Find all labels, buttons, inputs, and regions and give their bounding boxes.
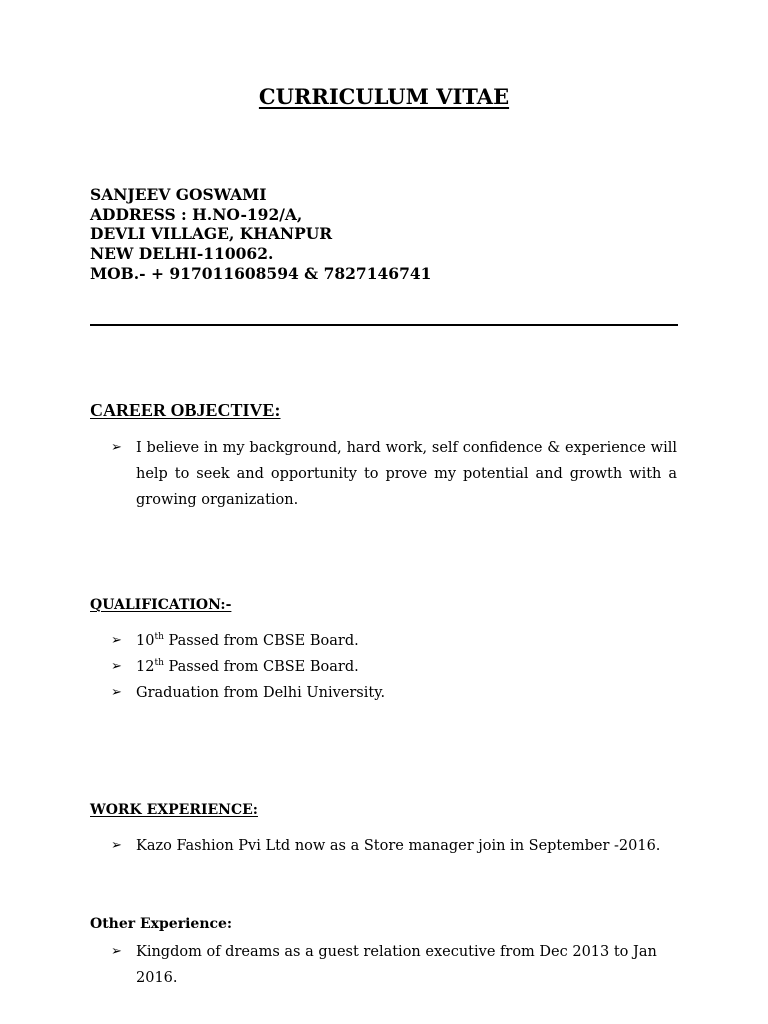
ordinal-suffix: th xyxy=(154,632,164,642)
list-item xyxy=(0,680,768,706)
arrowhead-bullet-icon: ➢ xyxy=(111,685,122,700)
career-objective-text: I believe in my background, hard work, self confidence & experience will help to seek and opportunity to prove my potential and growth with a growing organization. xyxy=(136,440,677,508)
work-experience-heading: WORK EXPERIENCE: xyxy=(90,802,258,818)
list-item xyxy=(0,939,768,991)
list-item xyxy=(0,628,768,654)
other-experience-text: Kingdom of dreams as a guest relation executive from Dec 2013 to Jan 2016. xyxy=(136,944,657,986)
qualification-text: Passed from CBSE Board. xyxy=(163,633,359,649)
qualification-list xyxy=(0,628,768,706)
mobile-numbers: MOB.- + 917011608594 & 7827146741 xyxy=(90,263,432,283)
contact-block xyxy=(90,185,431,284)
qualification-number: 10 xyxy=(136,633,155,649)
career-objective-list xyxy=(0,435,768,513)
arrowhead-bullet-icon: ➢ xyxy=(111,838,122,853)
work-experience-text: Kazo Fashion Pvi Ltd now as a Store manager join in September -2016. xyxy=(136,838,661,854)
other-experience-list xyxy=(0,939,768,991)
arrowhead-bullet-icon: ➢ xyxy=(111,944,122,959)
qualification-number: 12 xyxy=(136,659,155,675)
list-item xyxy=(0,435,768,513)
other-experience-heading: Other Experience: xyxy=(90,916,233,932)
applicant-name: SANJEEV GOSWAMI xyxy=(90,185,267,204)
ordinal-suffix: th xyxy=(154,658,164,668)
list-item xyxy=(0,654,768,680)
work-experience-list xyxy=(0,833,768,859)
horizontal-divider xyxy=(90,324,678,326)
address-line-1: ADDRESS : H.NO-192/A, xyxy=(90,204,303,224)
arrowhead-bullet-icon: ➢ xyxy=(111,440,122,455)
qualification-text: Passed from CBSE Board. xyxy=(163,659,359,675)
career-objective-heading: CAREER OBJECTIVE: xyxy=(90,400,281,420)
address-line-3: NEW DELHI-110062. xyxy=(90,244,274,264)
arrowhead-bullet-icon: ➢ xyxy=(111,659,122,674)
qualification-text: Graduation from Delhi University. xyxy=(136,685,386,701)
arrowhead-bullet-icon: ➢ xyxy=(111,633,122,648)
document-title: CURRICULUM VITAE xyxy=(258,84,510,109)
list-item xyxy=(0,833,768,859)
qualification-heading: QUALIFICATION:- xyxy=(90,597,232,613)
address-line-2: DEVLI VILLAGE, KHANPUR xyxy=(90,224,333,244)
